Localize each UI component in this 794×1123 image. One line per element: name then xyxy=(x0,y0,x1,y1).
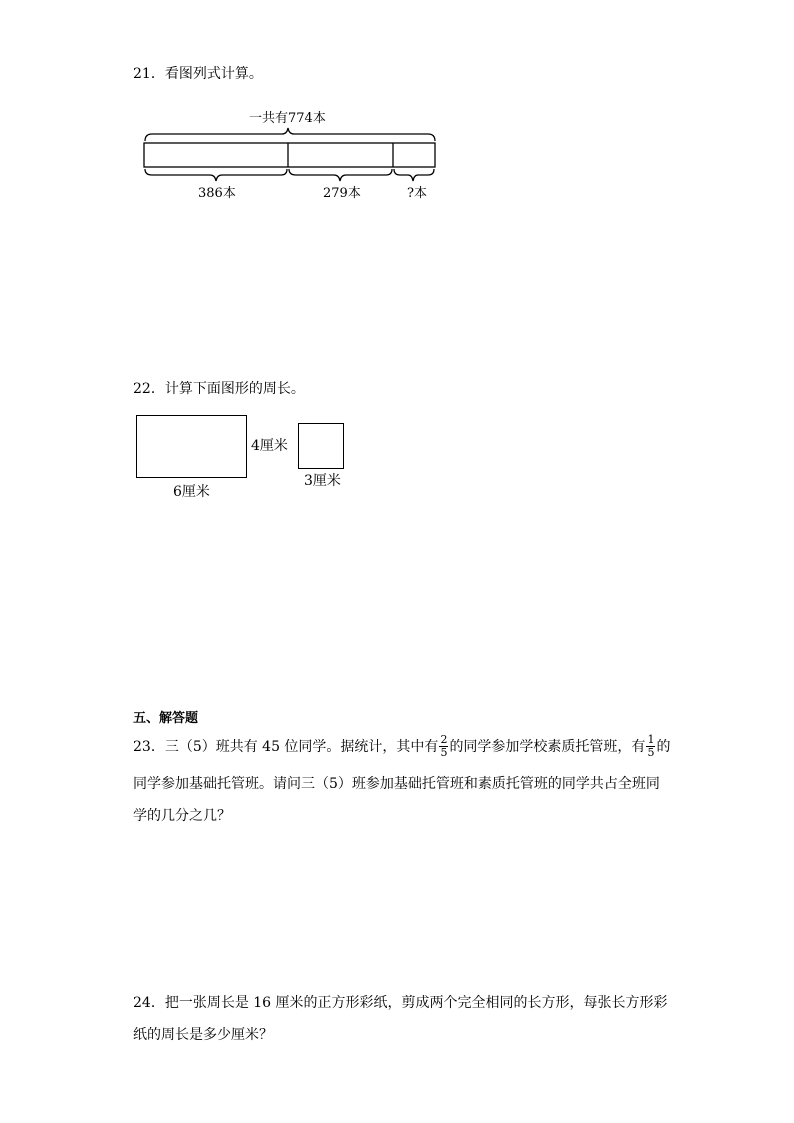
question-24-line-1: 24．把一张周长是 16 厘米的正方形彩纸，剪成两个完全相同的长方形，每张长方形彩 xyxy=(133,995,668,1011)
rect-width-label: 6厘米 xyxy=(173,484,210,500)
fraction-2-numerator: 1 xyxy=(647,732,655,746)
square-shape xyxy=(298,423,344,469)
top-brace xyxy=(145,128,435,141)
q23-line1-mid: 的同学参加学校素质托管班，有 xyxy=(449,739,646,755)
q23-line1-pre: 23．三（5）班共有 45 位同学。据统计，其中有 xyxy=(133,739,439,755)
total-label: 一共有774本 xyxy=(249,111,326,126)
question-23-line-1 xyxy=(133,730,670,762)
question-23-line-2: 同学参加基础托管班。请问三（5）班参加基础托管班和素质托管班的同学共占全班同 xyxy=(133,776,660,792)
rectangle-shape xyxy=(136,415,247,478)
fraction-one-fifth xyxy=(646,734,655,759)
question-22-text: 22．计算下面图形的周长。 xyxy=(133,381,305,397)
part3-label: ?本 xyxy=(407,186,427,201)
fraction-2-denominator: 5 xyxy=(647,745,655,759)
fraction-1-denominator: 5 xyxy=(440,745,448,759)
fraction-two-fifths xyxy=(439,734,448,759)
bar-diagram xyxy=(140,124,440,188)
bar-outline xyxy=(144,143,435,167)
part2-label: 279本 xyxy=(323,186,361,201)
square-side-label: 3厘米 xyxy=(304,473,341,489)
q23-line1-post: 的 xyxy=(656,739,671,755)
rect-height-label: 4厘米 xyxy=(251,438,288,454)
brace-part-1 xyxy=(145,169,287,181)
fraction-1-numerator: 2 xyxy=(440,732,448,746)
part1-label: 386本 xyxy=(198,186,236,201)
brace-part-3 xyxy=(394,169,434,181)
question-21-text: 21．看图列式计算。 xyxy=(133,66,263,82)
brace-part-2 xyxy=(289,169,392,181)
section-title: 五、解答题 xyxy=(133,711,199,726)
question-24-line-2: 纸的周长是多少厘米？ xyxy=(133,1027,273,1043)
question-23-line-3: 学的几分之几？ xyxy=(133,808,231,824)
